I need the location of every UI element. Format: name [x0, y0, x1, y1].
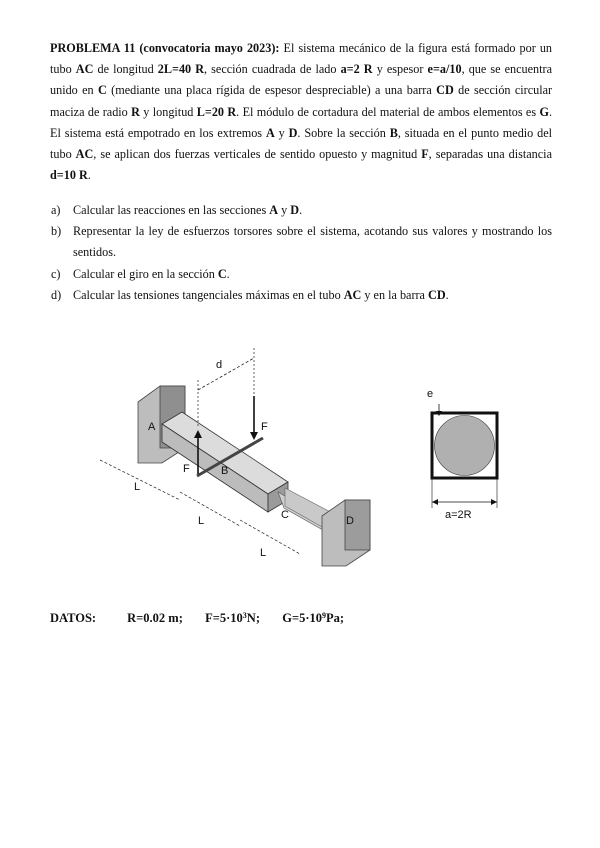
question-list	[50, 200, 552, 306]
statement-term: B	[389, 125, 398, 140]
data-g-unit: Pa;	[326, 611, 345, 625]
section-circle	[435, 416, 495, 476]
statement-term: G	[539, 104, 549, 119]
data-g-base: G=5·10	[282, 611, 323, 625]
question-post: .	[226, 266, 230, 281]
figure-svg	[80, 340, 560, 580]
statement-term: AC	[75, 62, 94, 77]
data-line	[50, 611, 344, 626]
problem-statement	[50, 38, 552, 186]
label-l-1: L	[134, 481, 141, 493]
statement-term: D	[288, 125, 298, 140]
problem-title: PROBLEMA 11	[50, 41, 136, 55]
data-g-exp: 9	[322, 611, 327, 620]
question-term: AC	[343, 287, 362, 302]
statement-text: . Sobre la sección	[297, 125, 386, 140]
data-f-exp: 3	[242, 611, 247, 620]
statement-term: L=20 R	[196, 104, 237, 119]
statement-text: de longitud	[97, 62, 154, 77]
label-e: e	[427, 388, 434, 400]
statement-term: d=10 R	[50, 168, 88, 183]
question-mid: y en la barra	[364, 287, 425, 302]
l-dim-2	[180, 492, 240, 526]
problem-session: (convocatoria mayo 2023):	[139, 41, 280, 55]
question-text	[73, 285, 552, 306]
question-label: b)	[51, 224, 62, 239]
label-d: d	[216, 359, 223, 371]
statement-term: R	[131, 104, 140, 119]
label-c: C	[281, 509, 289, 521]
statement-term: F	[421, 147, 429, 162]
mechanical-figure	[80, 340, 560, 580]
statement-term: A	[265, 125, 275, 140]
data-f	[205, 611, 260, 626]
question-term: D	[290, 203, 300, 217]
statement-term: AC	[75, 147, 94, 162]
statement-term: e=a/10	[427, 62, 462, 77]
label-l-2: L	[198, 515, 205, 527]
data-f-base: F=5·10	[205, 611, 243, 625]
label-b: B	[221, 465, 229, 477]
data-f-unit: N;	[246, 611, 260, 625]
question-label: c)	[51, 266, 61, 281]
question-mid: y	[281, 203, 288, 217]
force-down-arrowhead	[250, 432, 258, 440]
question-item	[50, 264, 552, 285]
question-item	[50, 285, 552, 306]
question-item	[50, 221, 552, 263]
statement-term: a=2 R	[340, 62, 373, 77]
statement-text: El sistema mecánico de la figura está formado por un tubo	[50, 41, 553, 77]
question-post: .	[299, 203, 303, 217]
label-f-top: F	[261, 421, 268, 433]
question-pre: Calcular las tensiones tangenciales máximas en el tubo	[73, 287, 341, 302]
question-pre: Calcular el giro en la sección	[73, 266, 215, 281]
statement-text: y longitud	[143, 104, 194, 119]
question-label: a)	[51, 203, 61, 217]
statement-text: . El módulo de cortadura del material de ambos elementos es	[236, 104, 537, 119]
label-f-low: F	[183, 463, 190, 475]
question-label: d)	[51, 287, 62, 302]
question-term: CD	[428, 287, 446, 302]
a-arrow-right	[491, 499, 497, 505]
l-dim-3	[240, 520, 300, 554]
statement-term: 2L=40 R	[157, 62, 205, 77]
statement-term: CD	[436, 83, 454, 98]
question-text	[73, 200, 552, 221]
question-text	[73, 264, 552, 285]
statement-text: y	[278, 125, 285, 140]
statement-text: , se aplican dos fuerzas verticales de sentido opuesto y magnitud	[93, 147, 418, 162]
label-a: A	[148, 421, 156, 433]
statement-text: . El sistema está empotrado en los extremos	[50, 104, 552, 140]
statement-text: , sección cuadrada de lado	[204, 62, 337, 77]
question-pre: Representar la ley de esfuerzos torsores sobre el sistema, acotando sus valores y mostrando los sentidos.	[73, 224, 552, 260]
statement-term: C	[97, 83, 107, 98]
data-r: R=0.02 m;	[127, 611, 183, 625]
question-term: A	[269, 203, 279, 217]
question-text	[73, 221, 552, 263]
d-dimension	[198, 358, 254, 390]
question-item	[50, 200, 552, 221]
data-label: DATOS:	[50, 611, 97, 625]
label-d-support: D	[346, 515, 354, 527]
statement-text: , separadas una distancia	[428, 147, 552, 162]
statement-text: , que se encuentra unido en	[50, 62, 552, 98]
question-pre: Calcular las reacciones en las secciones	[73, 203, 267, 217]
statement-text: de sección circular maciza de radio	[50, 83, 553, 119]
statement-text: y espesor	[376, 62, 424, 77]
question-post: .	[445, 287, 449, 302]
question-term: C	[217, 266, 227, 281]
data-g	[282, 611, 344, 626]
label-l-3: L	[260, 547, 267, 559]
l-dim-1	[100, 460, 180, 500]
a-arrow-left	[432, 499, 438, 505]
statement-text: (mediante una placa rígida de espesor despreciable) a una barra	[111, 83, 432, 98]
statement-text: .	[87, 168, 91, 183]
statement-text: , situada en el punto medio del tubo	[50, 125, 553, 162]
label-a-2r: a=2R	[445, 509, 472, 521]
